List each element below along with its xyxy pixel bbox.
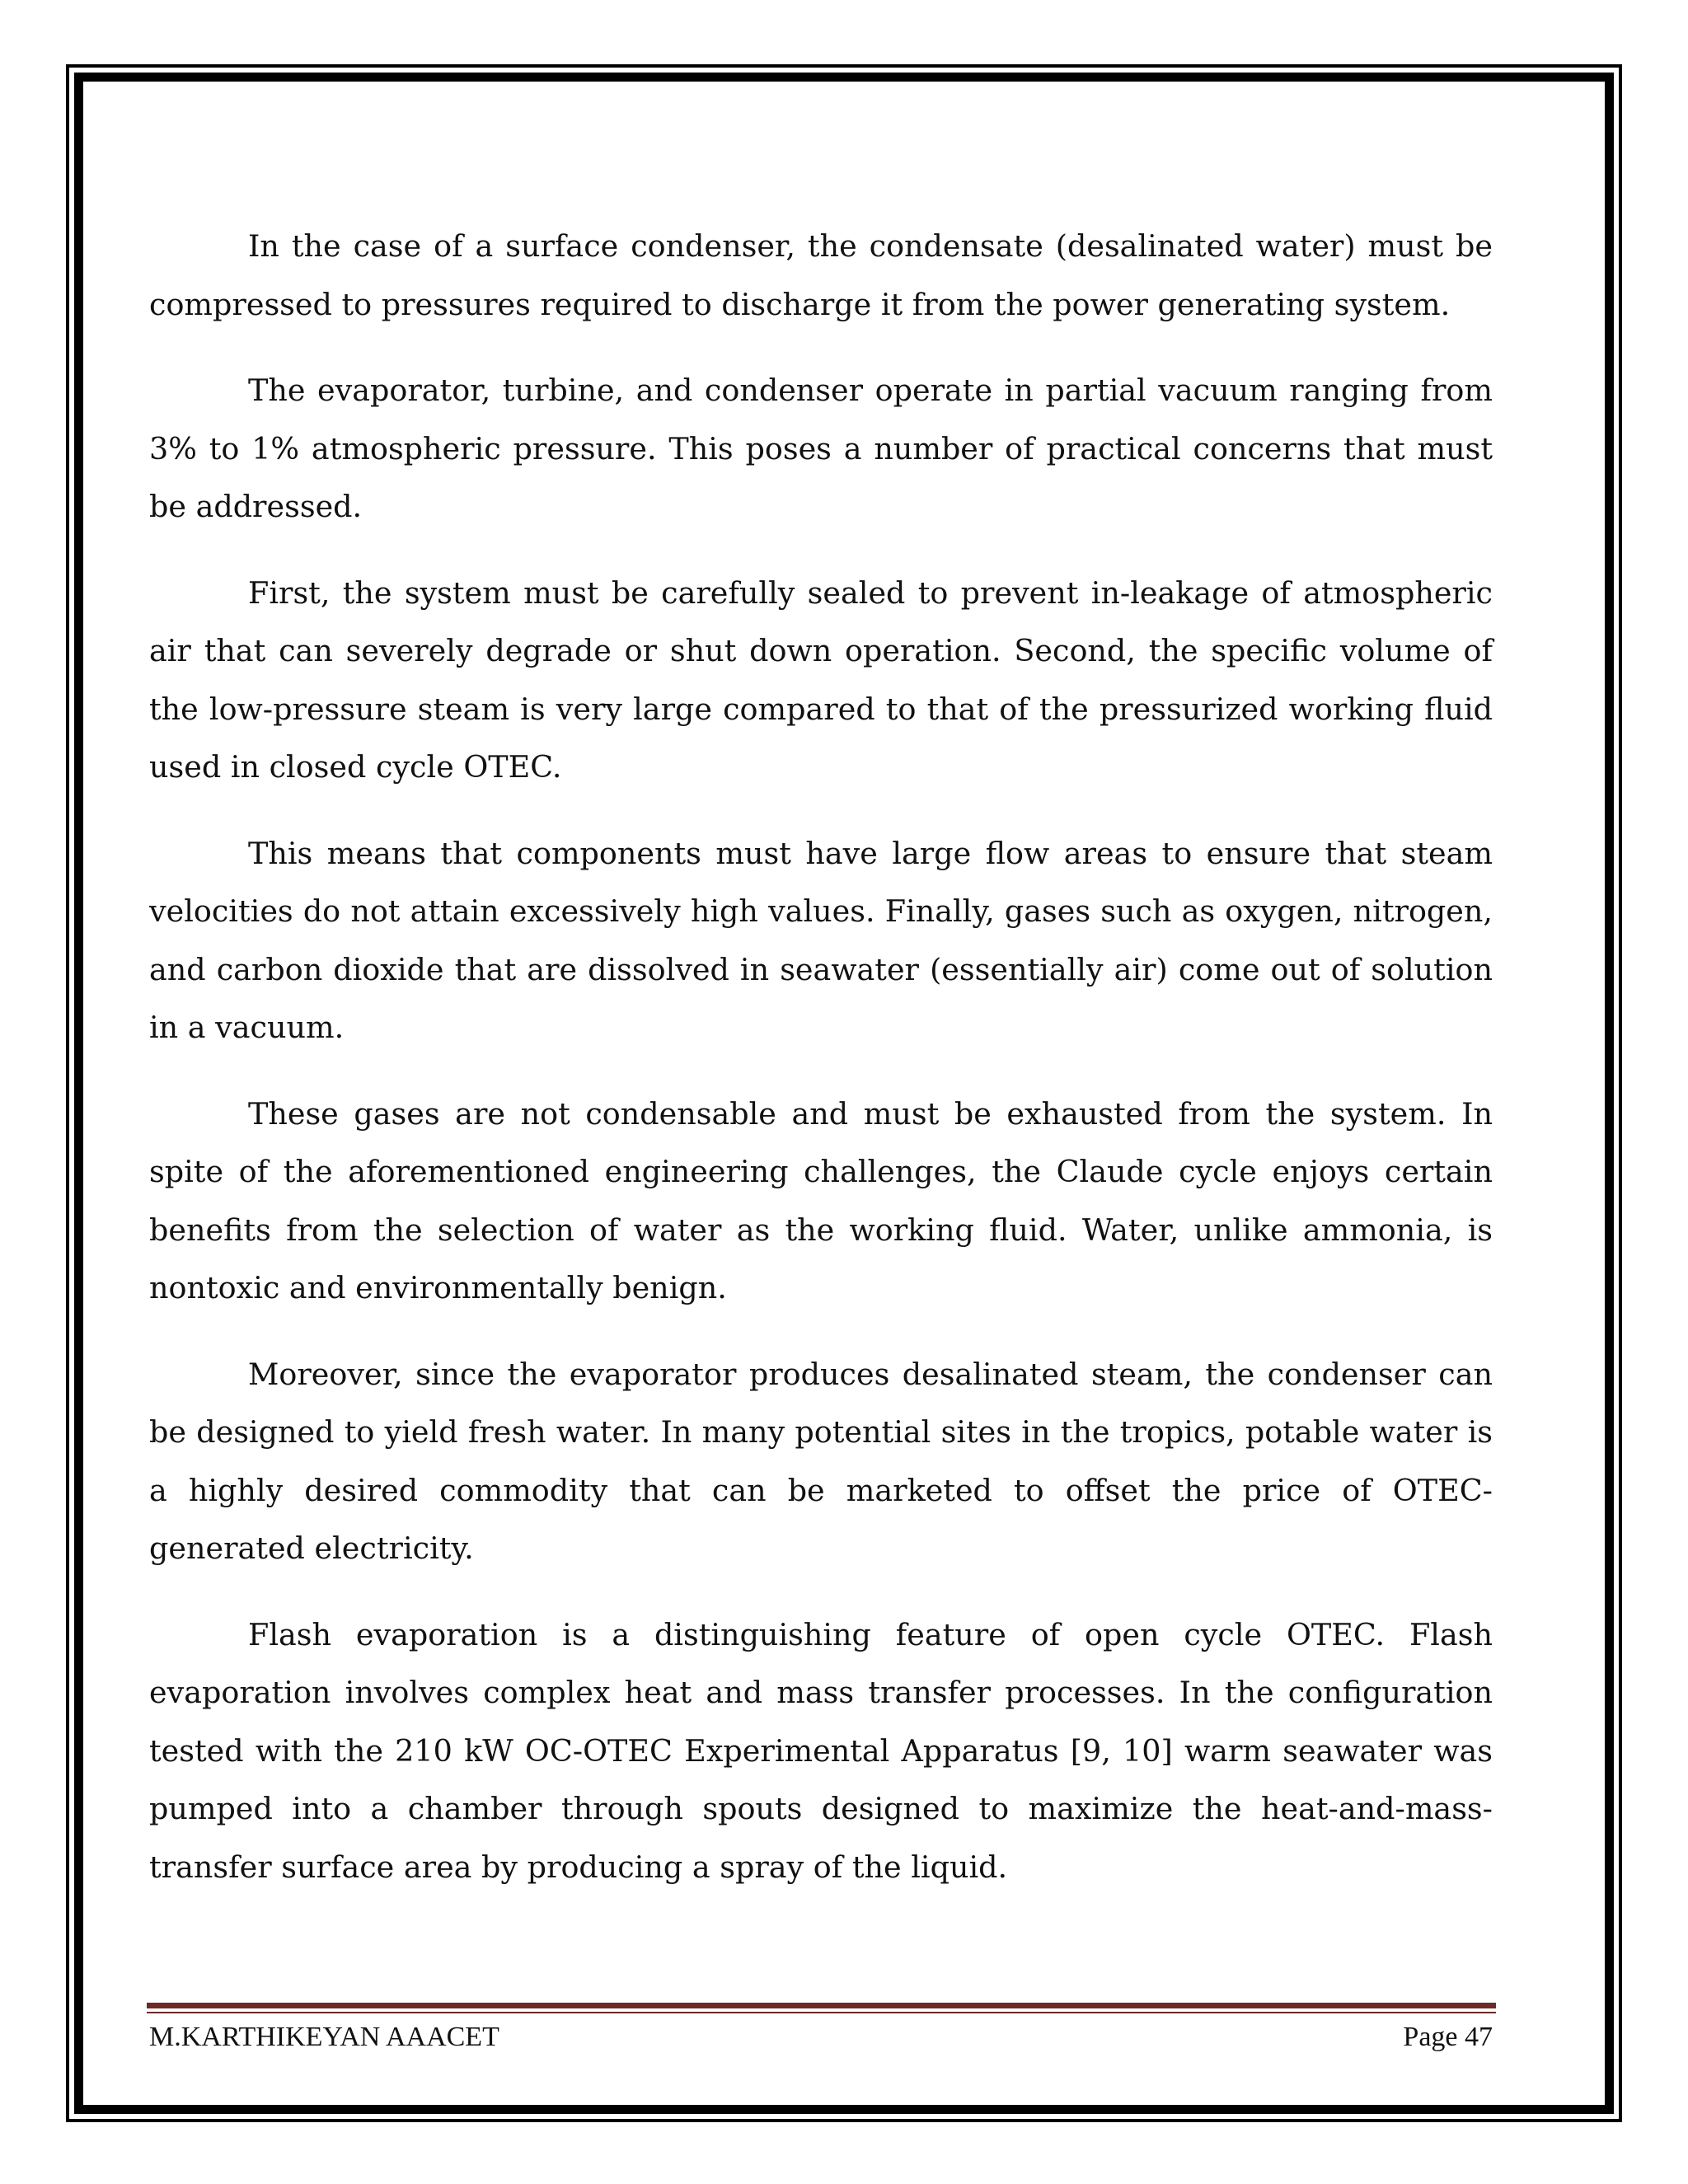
footer-rule (147, 2003, 1496, 2008)
page-body (149, 218, 1493, 1924)
paragraph: This means that components must have large flow areas to ensure that steam velocities do not attain excessively high values. Finally, gases such as oxygen, nitrogen, and carbon dioxide that are dissolved in seawater (essentially air) come out of solution in a vacuum. (149, 835, 1493, 1045)
paragraph: Moreover, since the evaporator produces desalinated steam, the condenser can be designed to yield fresh water. In many potential sites in the tropics, potable water is a highly desired commodity that can be marketed to offset the price of OTEC-generated electricity. (149, 1356, 1493, 1566)
paragraph: These gases are not condensable and must be exhausted from the system. In spite of the aforementioned engineering challenges, the Claude cycle enjoys certain benefits from the selection of water as the working fluid. Water, unlike ammonia, is nontoxic and environmentally benign. (149, 1095, 1493, 1305)
paragraph: In the case of a surface condenser, the condensate (desalinated water) must be compressed to pressures required to discharge it from the power generating system. (149, 228, 1493, 322)
paragraph: The evaporator, turbine, and condenser operate in partial vacuum ranging from 3% to 1% atmospheric pressure. This poses a number of practical concerns that must be addressed. (149, 373, 1493, 524)
footer-author: M.KARTHIKEYAN AAACET (149, 2022, 499, 2052)
page-footer (149, 2013, 1493, 2060)
paragraph: First, the system must be carefully sealed to prevent in-leakage of atmospheric air that can severely degrade or shut down operation. Second, the specific volume of the low-pressure steam is very large compared to that of the pressurized working fluid used in closed cycle OTEC. (149, 574, 1493, 785)
page-number: Page 47 (1403, 2022, 1493, 2052)
paragraph: Flash evaporation is a distinguishing feature of open cycle OTEC. Flash evaporation involves complex heat and mass transfer processes. In the configuration tested with the 210 kW OC-OTEC Experimental Apparatus [9, 10] warm seawater was pumped into a chamber through spouts designed to maximize the heat-and-mass-transfer surface area by producing a spray of the liquid. (149, 1616, 1493, 1885)
